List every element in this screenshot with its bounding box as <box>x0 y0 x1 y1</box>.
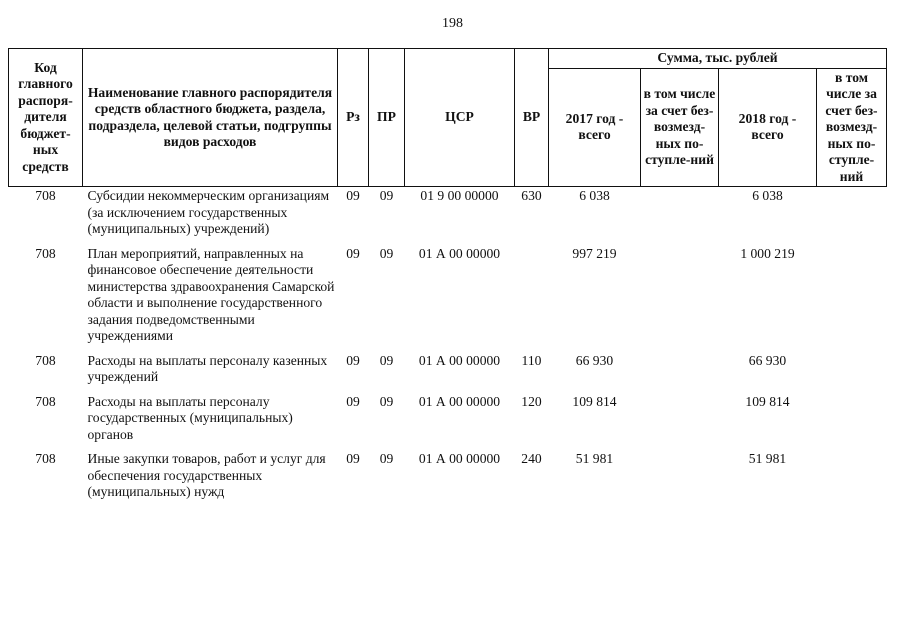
cell-2018-total: 109 814 <box>745 393 790 409</box>
cell-vr: 120 <box>521 393 542 409</box>
cell-name: Субсидии некоммерческим организациям (за исключением государственных (муниципальных) учреждений) <box>87 188 330 236</box>
cell-code: 708 <box>35 245 56 261</box>
cell-csr: 01 А 00 00000 <box>418 451 501 466</box>
cell-2018-free <box>817 394 887 452</box>
cell-vr: 110 <box>521 352 542 368</box>
header-vr: ВР <box>515 49 549 187</box>
cell-2017-free <box>641 394 719 452</box>
cell-code: 708 <box>35 451 56 466</box>
cell-pr: 09 <box>379 245 394 261</box>
cell-pr: 09 <box>379 393 394 409</box>
header-code: Код главного распоря-дителя бюджет-ных средств <box>9 49 83 187</box>
cell-2017-total: 51 981 <box>575 451 614 466</box>
header-2018-free: в том числе за счет без-возмезд-ных по-ступле-ний <box>817 68 887 187</box>
cell-2017-free <box>641 187 719 246</box>
budget-table <box>8 48 887 509</box>
cell-csr: 01 А 00 00000 <box>418 245 501 261</box>
cell-name: План мероприятий, направленных на финансовое обеспечение деятельности министерства здравоохранения Самарской области и выполнение государственного задания подведомственными учреждениями <box>87 245 335 343</box>
table-header <box>9 49 887 187</box>
cell-rz: 09 <box>346 451 360 466</box>
cell-csr: 01 9 00 00000 <box>420 188 499 203</box>
cell-2017-total: 66 930 <box>575 352 614 368</box>
cell-2017-free <box>641 353 719 394</box>
cell-pr: 09 <box>379 352 394 368</box>
cell-2017-total: 6 038 <box>579 188 610 203</box>
cell-2018-total: 1 000 219 <box>740 245 795 261</box>
cell-2017-free <box>641 451 719 509</box>
cell-code: 708 <box>35 393 56 409</box>
cell-rz: 09 <box>346 393 360 409</box>
cell-csr: 01 А 00 00000 <box>418 393 501 409</box>
cell-rz: 09 <box>346 245 360 261</box>
cell-vr: 630 <box>521 188 542 203</box>
cell-pr: 09 <box>379 188 394 203</box>
page-number: 198 <box>442 16 463 31</box>
cell-2018-total: 66 930 <box>748 352 787 368</box>
cell-2017-free <box>641 246 719 353</box>
cell-csr: 01 А 00 00000 <box>418 352 501 368</box>
cell-code: 708 <box>35 188 56 203</box>
cell-2018-free <box>817 246 887 353</box>
header-csr: ЦСР <box>405 49 515 187</box>
cell-vr: 240 <box>521 451 542 466</box>
table-body <box>9 187 887 509</box>
header-pr: ПР <box>369 49 405 187</box>
table-row <box>9 246 887 353</box>
cell-vr <box>515 246 549 353</box>
header-2017-free: в том числе за счет без-возмезд-ных по-ступле-ний <box>641 68 719 187</box>
header-amount: Сумма, тыс. рублей <box>549 49 887 69</box>
cell-2018-total: 6 038 <box>752 188 783 203</box>
table-row <box>9 353 887 394</box>
header-2018-total: 2018 год - всего <box>719 68 817 187</box>
cell-2018-free <box>817 187 887 246</box>
header-name: Наименование главного распорядителя средств областного бюджета, раздела, подраздела, целевой статьи, подгруппы видов расходов <box>83 49 338 187</box>
cell-rz: 09 <box>346 188 360 203</box>
table-row <box>9 187 887 246</box>
table-row <box>9 394 887 452</box>
cell-code: 708 <box>35 352 56 368</box>
cell-2018-free <box>817 353 887 394</box>
cell-pr: 09 <box>379 451 394 466</box>
cell-2018-free <box>817 451 887 509</box>
header-rz: Рз <box>338 49 369 187</box>
cell-name: Расходы на выплаты персоналу государственных (муниципальных) органов <box>87 393 293 442</box>
cell-2017-total: 109 814 <box>572 393 617 409</box>
cell-rz: 09 <box>346 352 360 368</box>
header-2017-total: 2017 год - всего <box>549 68 641 187</box>
cell-name: Расходы на выплаты персоналу казенных учреждений <box>87 352 328 384</box>
cell-2018-total: 51 981 <box>748 451 787 466</box>
cell-2017-total: 997 219 <box>572 245 617 261</box>
table-row <box>9 451 887 509</box>
cell-name: Иные закупки товаров, работ и услуг для обеспечения государственных (муниципальных) нужд <box>87 451 326 499</box>
